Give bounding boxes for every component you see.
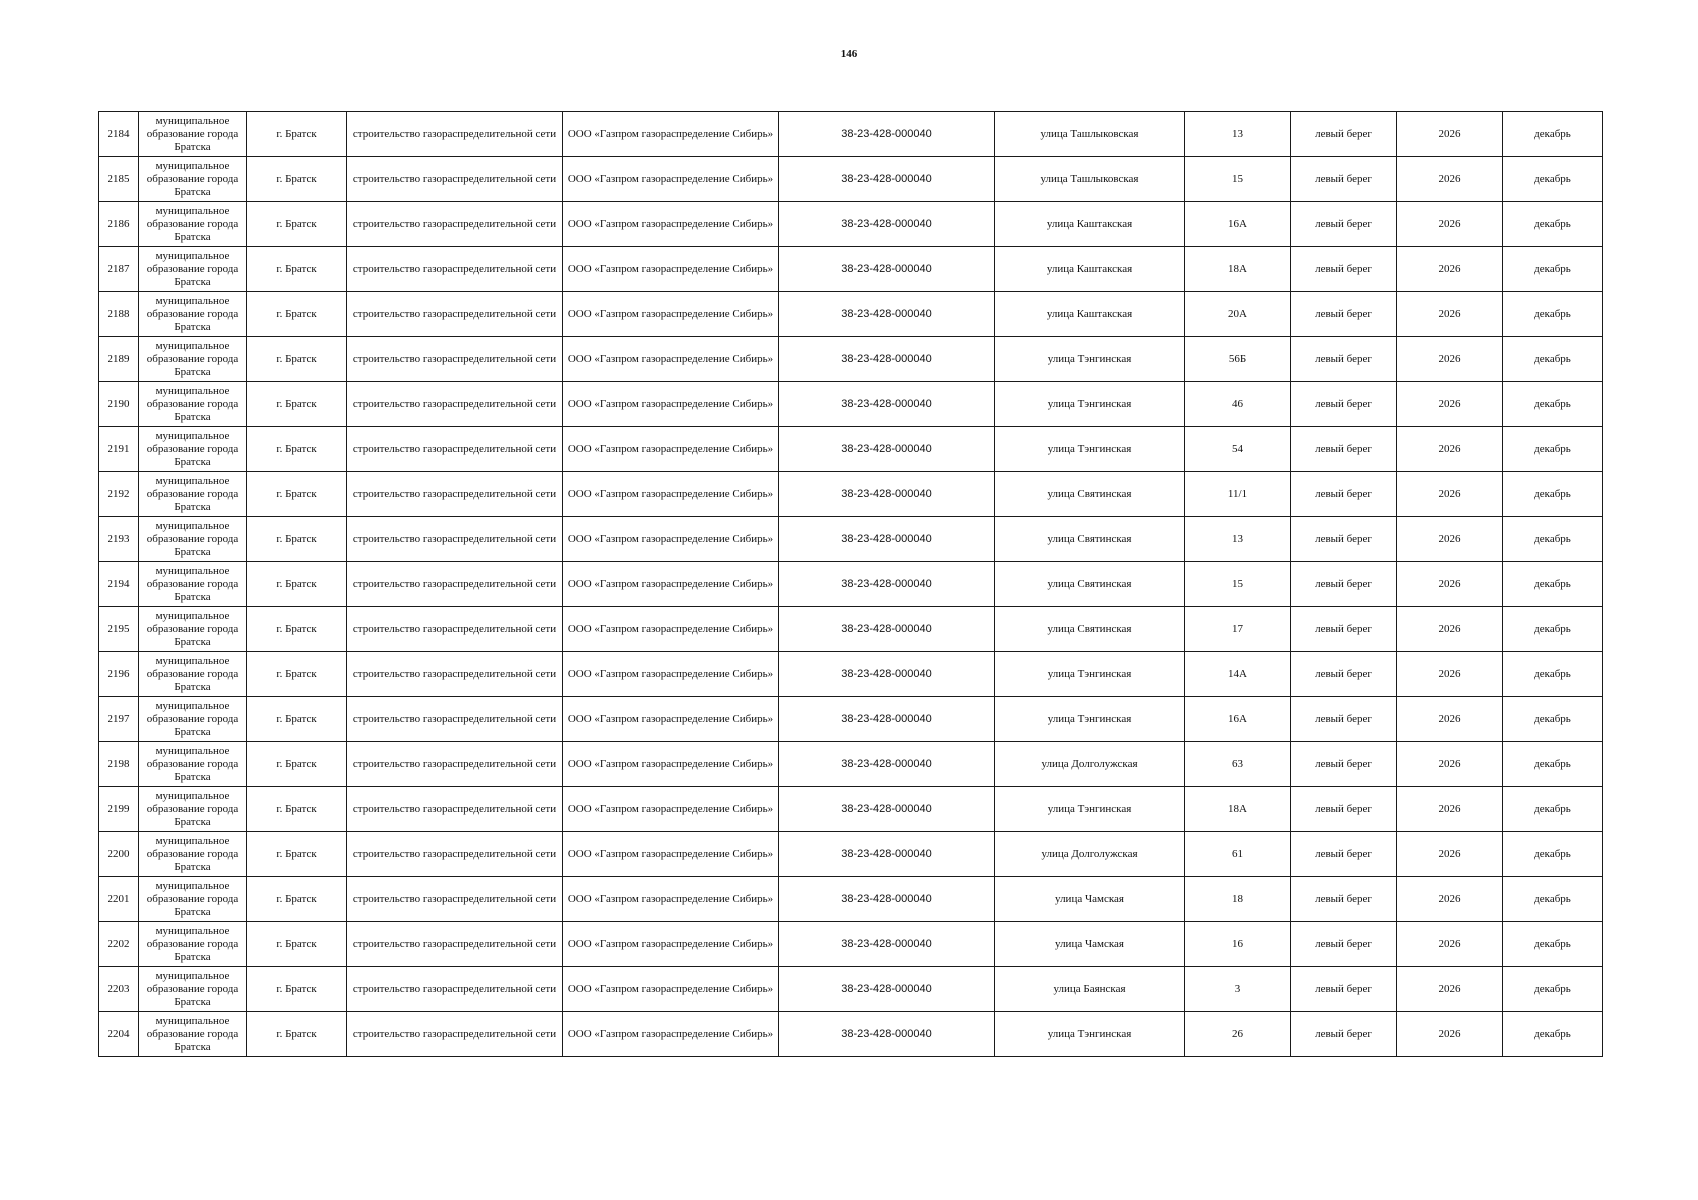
- street-cell: улица Тэнгинская: [995, 1012, 1185, 1057]
- street-cell: улица Чамская: [995, 877, 1185, 922]
- organization-cell: ООО «Газпром газораспределение Сибирь»: [563, 877, 779, 922]
- table-row: [99, 607, 1603, 652]
- city-cell: г. Братск: [247, 112, 347, 157]
- river-bank-cell: левый берег: [1291, 562, 1397, 607]
- work-type-cell: строительство газораспределительной сети: [347, 967, 563, 1012]
- row-number-cell: 2203: [99, 967, 139, 1012]
- year-cell: 2026: [1397, 157, 1503, 202]
- municipality-cell: муниципальное образование города Братска: [139, 652, 247, 697]
- work-type-cell: строительство газораспределительной сети: [347, 1012, 563, 1057]
- municipality-cell: муниципальное образование города Братска: [139, 157, 247, 202]
- house-number-cell: 18А: [1185, 247, 1291, 292]
- row-number-cell: 2190: [99, 382, 139, 427]
- table-row: [99, 337, 1603, 382]
- month-cell: декабрь: [1503, 292, 1603, 337]
- work-type-cell: строительство газораспределительной сети: [347, 112, 563, 157]
- row-number-cell: 2202: [99, 922, 139, 967]
- object-code-cell: 38-23-428-000040: [779, 787, 995, 832]
- municipality-cell: муниципальное образование города Братска: [139, 202, 247, 247]
- object-code-cell: 38-23-428-000040: [779, 247, 995, 292]
- row-number-cell: 2204: [99, 1012, 139, 1057]
- object-code-cell: 38-23-428-000040: [779, 1012, 995, 1057]
- work-type-cell: строительство газораспределительной сети: [347, 517, 563, 562]
- street-cell: улица Ташлыковская: [995, 112, 1185, 157]
- city-cell: г. Братск: [247, 202, 347, 247]
- month-cell: декабрь: [1503, 607, 1603, 652]
- month-cell: декабрь: [1503, 832, 1603, 877]
- object-code-cell: 38-23-428-000040: [779, 517, 995, 562]
- year-cell: 2026: [1397, 202, 1503, 247]
- year-cell: 2026: [1397, 922, 1503, 967]
- row-number-cell: 2187: [99, 247, 139, 292]
- work-type-cell: строительство газораспределительной сети: [347, 472, 563, 517]
- municipality-cell: муниципальное образование города Братска: [139, 697, 247, 742]
- year-cell: 2026: [1397, 1012, 1503, 1057]
- house-number-cell: 46: [1185, 382, 1291, 427]
- house-number-cell: 15: [1185, 562, 1291, 607]
- month-cell: декабрь: [1503, 922, 1603, 967]
- month-cell: декабрь: [1503, 877, 1603, 922]
- city-cell: г. Братск: [247, 877, 347, 922]
- year-cell: 2026: [1397, 427, 1503, 472]
- river-bank-cell: левый берег: [1291, 742, 1397, 787]
- organization-cell: ООО «Газпром газораспределение Сибирь»: [563, 202, 779, 247]
- street-cell: улица Тэнгинская: [995, 427, 1185, 472]
- river-bank-cell: левый берег: [1291, 517, 1397, 562]
- year-cell: 2026: [1397, 112, 1503, 157]
- municipality-cell: муниципальное образование города Братска: [139, 382, 247, 427]
- row-number-cell: 2194: [99, 562, 139, 607]
- street-cell: улица Святинская: [995, 607, 1185, 652]
- work-type-cell: строительство газораспределительной сети: [347, 652, 563, 697]
- work-type-cell: строительство газораспределительной сети: [347, 337, 563, 382]
- organization-cell: ООО «Газпром газораспределение Сибирь»: [563, 247, 779, 292]
- object-code-cell: 38-23-428-000040: [779, 832, 995, 877]
- table-row: [99, 652, 1603, 697]
- river-bank-cell: левый берег: [1291, 112, 1397, 157]
- house-number-cell: 17: [1185, 607, 1291, 652]
- municipality-cell: муниципальное образование города Братска: [139, 1012, 247, 1057]
- month-cell: декабрь: [1503, 337, 1603, 382]
- row-number-cell: 2196: [99, 652, 139, 697]
- municipality-cell: муниципальное образование города Братска: [139, 247, 247, 292]
- month-cell: декабрь: [1503, 202, 1603, 247]
- organization-cell: ООО «Газпром газораспределение Сибирь»: [563, 607, 779, 652]
- table-row: [99, 877, 1603, 922]
- year-cell: 2026: [1397, 652, 1503, 697]
- object-code-cell: 38-23-428-000040: [779, 427, 995, 472]
- city-cell: г. Братск: [247, 427, 347, 472]
- municipality-cell: муниципальное образование города Братска: [139, 967, 247, 1012]
- city-cell: г. Братск: [247, 967, 347, 1012]
- organization-cell: ООО «Газпром газораспределение Сибирь»: [563, 967, 779, 1012]
- object-code-cell: 38-23-428-000040: [779, 922, 995, 967]
- house-number-cell: 16: [1185, 922, 1291, 967]
- table-row: [99, 202, 1603, 247]
- municipality-cell: муниципальное образование города Братска: [139, 427, 247, 472]
- house-number-cell: 61: [1185, 832, 1291, 877]
- object-code-cell: 38-23-428-000040: [779, 202, 995, 247]
- month-cell: декабрь: [1503, 697, 1603, 742]
- table-row: [99, 742, 1603, 787]
- municipality-cell: муниципальное образование города Братска: [139, 742, 247, 787]
- city-cell: г. Братск: [247, 337, 347, 382]
- house-number-cell: 18А: [1185, 787, 1291, 832]
- month-cell: декабрь: [1503, 382, 1603, 427]
- work-type-cell: строительство газораспределительной сети: [347, 922, 563, 967]
- street-cell: улица Чамская: [995, 922, 1185, 967]
- year-cell: 2026: [1397, 877, 1503, 922]
- object-code-cell: 38-23-428-000040: [779, 607, 995, 652]
- month-cell: декабрь: [1503, 787, 1603, 832]
- year-cell: 2026: [1397, 562, 1503, 607]
- page-number: 146: [840, 48, 858, 60]
- year-cell: 2026: [1397, 787, 1503, 832]
- river-bank-cell: левый берег: [1291, 652, 1397, 697]
- river-bank-cell: левый берег: [1291, 697, 1397, 742]
- table-row: [99, 787, 1603, 832]
- month-cell: декабрь: [1503, 247, 1603, 292]
- row-number-cell: 2197: [99, 697, 139, 742]
- river-bank-cell: левый берег: [1291, 1012, 1397, 1057]
- city-cell: г. Братск: [247, 787, 347, 832]
- gasification-registry-table: [98, 111, 1603, 1057]
- house-number-cell: 13: [1185, 112, 1291, 157]
- house-number-cell: 16А: [1185, 202, 1291, 247]
- object-code-cell: 38-23-428-000040: [779, 652, 995, 697]
- work-type-cell: строительство газораспределительной сети: [347, 157, 563, 202]
- object-code-cell: 38-23-428-000040: [779, 697, 995, 742]
- street-cell: улица Долголужская: [995, 832, 1185, 877]
- month-cell: декабрь: [1503, 742, 1603, 787]
- month-cell: декабрь: [1503, 967, 1603, 1012]
- street-cell: улица Каштакская: [995, 292, 1185, 337]
- organization-cell: ООО «Газпром газораспределение Сибирь»: [563, 787, 779, 832]
- work-type-cell: строительство газораспределительной сети: [347, 292, 563, 337]
- house-number-cell: 26: [1185, 1012, 1291, 1057]
- organization-cell: ООО «Газпром газораспределение Сибирь»: [563, 562, 779, 607]
- municipality-cell: муниципальное образование города Братска: [139, 517, 247, 562]
- street-cell: улица Тэнгинская: [995, 382, 1185, 427]
- row-number-cell: 2184: [99, 112, 139, 157]
- row-number-cell: 2195: [99, 607, 139, 652]
- object-code-cell: 38-23-428-000040: [779, 292, 995, 337]
- municipality-cell: муниципальное образование города Братска: [139, 832, 247, 877]
- municipality-cell: муниципальное образование города Братска: [139, 337, 247, 382]
- work-type-cell: строительство газораспределительной сети: [347, 247, 563, 292]
- city-cell: г. Братск: [247, 697, 347, 742]
- work-type-cell: строительство газораспределительной сети: [347, 382, 563, 427]
- organization-cell: ООО «Газпром газораспределение Сибирь»: [563, 517, 779, 562]
- object-code-cell: 38-23-428-000040: [779, 337, 995, 382]
- river-bank-cell: левый берег: [1291, 202, 1397, 247]
- month-cell: декабрь: [1503, 427, 1603, 472]
- river-bank-cell: левый берег: [1291, 292, 1397, 337]
- work-type-cell: строительство газораспределительной сети: [347, 832, 563, 877]
- month-cell: декабрь: [1503, 112, 1603, 157]
- river-bank-cell: левый берег: [1291, 832, 1397, 877]
- row-number-cell: 2198: [99, 742, 139, 787]
- river-bank-cell: левый берег: [1291, 157, 1397, 202]
- organization-cell: ООО «Газпром газораспределение Сибирь»: [563, 922, 779, 967]
- table-row: [99, 112, 1603, 157]
- street-cell: улица Тэнгинская: [995, 652, 1185, 697]
- river-bank-cell: левый берег: [1291, 877, 1397, 922]
- organization-cell: ООО «Газпром газораспределение Сибирь»: [563, 292, 779, 337]
- organization-cell: ООО «Газпром газораспределение Сибирь»: [563, 832, 779, 877]
- organization-cell: ООО «Газпром газораспределение Сибирь»: [563, 112, 779, 157]
- table-row: [99, 517, 1603, 562]
- work-type-cell: строительство газораспределительной сети: [347, 202, 563, 247]
- work-type-cell: строительство газораспределительной сети: [347, 562, 563, 607]
- table-row: [99, 382, 1603, 427]
- house-number-cell: 18: [1185, 877, 1291, 922]
- month-cell: декабрь: [1503, 517, 1603, 562]
- municipality-cell: муниципальное образование города Братска: [139, 787, 247, 832]
- work-type-cell: строительство газораспределительной сети: [347, 697, 563, 742]
- city-cell: г. Братск: [247, 922, 347, 967]
- object-code-cell: 38-23-428-000040: [779, 472, 995, 517]
- street-cell: улица Каштакская: [995, 247, 1185, 292]
- object-code-cell: 38-23-428-000040: [779, 382, 995, 427]
- municipality-cell: муниципальное образование города Братска: [139, 112, 247, 157]
- object-code-cell: 38-23-428-000040: [779, 157, 995, 202]
- organization-cell: ООО «Газпром газораспределение Сибирь»: [563, 697, 779, 742]
- city-cell: г. Братск: [247, 382, 347, 427]
- object-code-cell: 38-23-428-000040: [779, 112, 995, 157]
- registry-table-body: [99, 112, 1603, 1057]
- city-cell: г. Братск: [247, 1012, 347, 1057]
- row-number-cell: 2201: [99, 877, 139, 922]
- street-cell: улица Каштакская: [995, 202, 1185, 247]
- table-row: [99, 157, 1603, 202]
- river-bank-cell: левый берег: [1291, 337, 1397, 382]
- year-cell: 2026: [1397, 742, 1503, 787]
- year-cell: 2026: [1397, 607, 1503, 652]
- row-number-cell: 2186: [99, 202, 139, 247]
- work-type-cell: строительство газораспределительной сети: [347, 787, 563, 832]
- organization-cell: ООО «Газпром газораспределение Сибирь»: [563, 472, 779, 517]
- object-code-cell: 38-23-428-000040: [779, 967, 995, 1012]
- table-row: [99, 472, 1603, 517]
- year-cell: 2026: [1397, 697, 1503, 742]
- municipality-cell: муниципальное образование города Братска: [139, 292, 247, 337]
- year-cell: 2026: [1397, 382, 1503, 427]
- organization-cell: ООО «Газпром газораспределение Сибирь»: [563, 382, 779, 427]
- organization-cell: ООО «Газпром газораспределение Сибирь»: [563, 652, 779, 697]
- house-number-cell: 11/1: [1185, 472, 1291, 517]
- year-cell: 2026: [1397, 292, 1503, 337]
- city-cell: г. Братск: [247, 607, 347, 652]
- table-row: [99, 832, 1603, 877]
- house-number-cell: 14А: [1185, 652, 1291, 697]
- city-cell: г. Братск: [247, 157, 347, 202]
- year-cell: 2026: [1397, 337, 1503, 382]
- row-number-cell: 2189: [99, 337, 139, 382]
- house-number-cell: 15: [1185, 157, 1291, 202]
- municipality-cell: муниципальное образование города Братска: [139, 607, 247, 652]
- house-number-cell: 3: [1185, 967, 1291, 1012]
- object-code-cell: 38-23-428-000040: [779, 877, 995, 922]
- organization-cell: ООО «Газпром газораспределение Сибирь»: [563, 157, 779, 202]
- city-cell: г. Братск: [247, 247, 347, 292]
- month-cell: декабрь: [1503, 562, 1603, 607]
- river-bank-cell: левый берег: [1291, 787, 1397, 832]
- row-number-cell: 2199: [99, 787, 139, 832]
- city-cell: г. Братск: [247, 472, 347, 517]
- house-number-cell: 63: [1185, 742, 1291, 787]
- street-cell: улица Тэнгинская: [995, 697, 1185, 742]
- street-cell: улица Тэнгинская: [995, 337, 1185, 382]
- river-bank-cell: левый берег: [1291, 967, 1397, 1012]
- table-row: [99, 292, 1603, 337]
- municipality-cell: муниципальное образование города Братска: [139, 922, 247, 967]
- table-row: [99, 562, 1603, 607]
- city-cell: г. Братск: [247, 517, 347, 562]
- street-cell: улица Святинская: [995, 562, 1185, 607]
- row-number-cell: 2193: [99, 517, 139, 562]
- house-number-cell: 56Б: [1185, 337, 1291, 382]
- year-cell: 2026: [1397, 967, 1503, 1012]
- row-number-cell: 2192: [99, 472, 139, 517]
- organization-cell: ООО «Газпром газораспределение Сибирь»: [563, 337, 779, 382]
- work-type-cell: строительство газораспределительной сети: [347, 607, 563, 652]
- row-number-cell: 2188: [99, 292, 139, 337]
- organization-cell: ООО «Газпром газораспределение Сибирь»: [563, 427, 779, 472]
- table-row: [99, 697, 1603, 742]
- table-row: [99, 922, 1603, 967]
- city-cell: г. Братск: [247, 652, 347, 697]
- house-number-cell: 20А: [1185, 292, 1291, 337]
- street-cell: улица Святинская: [995, 472, 1185, 517]
- year-cell: 2026: [1397, 832, 1503, 877]
- month-cell: декабрь: [1503, 1012, 1603, 1057]
- object-code-cell: 38-23-428-000040: [779, 742, 995, 787]
- house-number-cell: 54: [1185, 427, 1291, 472]
- row-number-cell: 2191: [99, 427, 139, 472]
- house-number-cell: 16А: [1185, 697, 1291, 742]
- table-row: [99, 967, 1603, 1012]
- street-cell: улица Баянская: [995, 967, 1185, 1012]
- house-number-cell: 13: [1185, 517, 1291, 562]
- city-cell: г. Братск: [247, 742, 347, 787]
- street-cell: улица Тэнгинская: [995, 787, 1185, 832]
- municipality-cell: муниципальное образование города Братска: [139, 562, 247, 607]
- river-bank-cell: левый берег: [1291, 472, 1397, 517]
- street-cell: улица Ташлыковская: [995, 157, 1185, 202]
- month-cell: декабрь: [1503, 472, 1603, 517]
- object-code-cell: 38-23-428-000040: [779, 562, 995, 607]
- month-cell: декабрь: [1503, 652, 1603, 697]
- municipality-cell: муниципальное образование города Братска: [139, 877, 247, 922]
- year-cell: 2026: [1397, 247, 1503, 292]
- table-row: [99, 427, 1603, 472]
- year-cell: 2026: [1397, 472, 1503, 517]
- river-bank-cell: левый берег: [1291, 382, 1397, 427]
- river-bank-cell: левый берег: [1291, 922, 1397, 967]
- river-bank-cell: левый берег: [1291, 247, 1397, 292]
- river-bank-cell: левый берег: [1291, 427, 1397, 472]
- city-cell: г. Братск: [247, 832, 347, 877]
- organization-cell: ООО «Газпром газораспределение Сибирь»: [563, 1012, 779, 1057]
- work-type-cell: строительство газораспределительной сети: [347, 427, 563, 472]
- street-cell: улица Святинская: [995, 517, 1185, 562]
- row-number-cell: 2200: [99, 832, 139, 877]
- month-cell: декабрь: [1503, 157, 1603, 202]
- row-number-cell: 2185: [99, 157, 139, 202]
- organization-cell: ООО «Газпром газораспределение Сибирь»: [563, 742, 779, 787]
- work-type-cell: строительство газораспределительной сети: [347, 877, 563, 922]
- table-row: [99, 1012, 1603, 1057]
- table-row: [99, 247, 1603, 292]
- river-bank-cell: левый берег: [1291, 607, 1397, 652]
- year-cell: 2026: [1397, 517, 1503, 562]
- work-type-cell: строительство газораспределительной сети: [347, 742, 563, 787]
- municipality-cell: муниципальное образование города Братска: [139, 472, 247, 517]
- city-cell: г. Братск: [247, 292, 347, 337]
- city-cell: г. Братск: [247, 562, 347, 607]
- street-cell: улица Долголужская: [995, 742, 1185, 787]
